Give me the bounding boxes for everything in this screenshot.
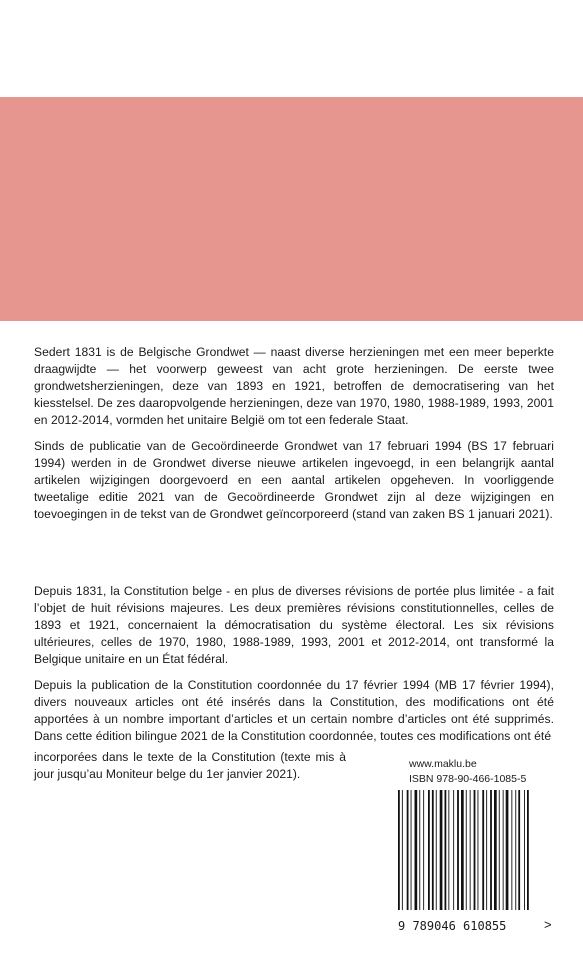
- barcode-bar: [474, 790, 476, 910]
- barcode-bar: [511, 790, 512, 910]
- barcode-bar: [432, 790, 434, 910]
- barcode-bar: [428, 790, 430, 910]
- fr-paragraph-2: Depuis la publication de la Constitution coordonnée du 17 février 1994 (MB 17 février 1994), divers nouveaux articles ont été insérés dans la Constitution, des modifications ont été apportées à un nombre important d’articles et un certain nombre d’articles ont été supprimés. Dans cette édition bilingue 2021 de la Constitution coordonnée, toutes ces modifications ont été: [34, 678, 554, 743]
- barcode-bar: [494, 790, 497, 910]
- barcode-bar: [453, 790, 454, 910]
- barcode-bar: [398, 790, 400, 910]
- french-text: [34, 583, 554, 745]
- barcode-bar: [419, 790, 420, 910]
- barcode-bar: [411, 790, 412, 910]
- publisher-url: www.maklu.be: [409, 758, 477, 770]
- barcode-bar: [503, 790, 504, 910]
- barcode-arrow: >: [544, 917, 552, 932]
- barcode-bar: [506, 790, 509, 910]
- barcode-bar: [423, 790, 424, 910]
- nl-paragraph-1: Sedert 1831 is de Belgische Grondwet — naast diverse herzieningen met een meer beperkte draagwijdte — het voorwerp geweest van acht grote herzieningen. De eerste twee grondwetsherzieningen, deze van 1893 en 1921, betroffen de democratisering van het kiesstelsel. De zes daaropvolgende herzieningen, deze van 1970, 1980, 1988-1989, 1993, 2001 en 2012-2014, vormden het unitaire België om tot een federale Staat.: [34, 345, 554, 427]
- barcode-bar: [445, 790, 447, 910]
- barcode-bar: [490, 790, 492, 910]
- barcode-bar: [402, 790, 403, 910]
- barcode-bar: [457, 790, 459, 910]
- barcode-bar: [470, 790, 471, 910]
- barcode-bar: [461, 790, 464, 910]
- barcode-bar: [524, 790, 525, 910]
- dutch-text: [34, 344, 554, 532]
- barcode-bar: [407, 790, 409, 910]
- barcode-bar: [448, 790, 449, 910]
- fr-paragraph-1: Depuis 1831, la Constitution belge - en plus de diverses révisions de portée plus limitée - a fait l’objet de huit révisions majeures. Les deux premières révisions constitutionnelles, celles de 1893 et 1921, concernaient la démocratisation du système électoral. Les six révisions ultérieures, celles de 1970, 1980, 1988-1989, 1993, 2001 et 2012-2014, ont transformé la Belgique unitaire en un État fédéral.: [34, 584, 554, 666]
- cover-color-band: [0, 97, 583, 321]
- barcode: [396, 790, 556, 910]
- isbn: ISBN 978-90-466-1085-5: [409, 773, 527, 785]
- barcode-digits: 9 789046 610855: [398, 919, 507, 933]
- barcode-bar: [478, 790, 479, 910]
- barcode-bar: [518, 790, 520, 910]
- barcode-bar: [499, 790, 500, 910]
- barcode-bar: [466, 790, 467, 910]
- barcode-bar: [436, 790, 437, 910]
- nl-paragraph-2: Sinds de publicatie van de Gecoördineerde Grondwet van 17 februari 1994 (BS 17 februari 1994) werden in de Grondwet diverse nieuwe artikelen ingevoegd, in een belangrijk aantal artikelen wijzigingen doorgevoerd en een aantal artikelen opgeheven. In voorliggende tweetalige editie 2021 van de Gecoördineerde Grondwet zijn al deze wijzigingen en toevoegingen in de tekst van de Grondwet geïncorporeerd (stand van zaken BS 1 januari 2021).: [34, 439, 554, 521]
- fr-paragraph-2-end: incorporées dans le texte de la Constitution (texte mis à jour jusqu’au Moniteur belge du 1er janvier 2021).: [34, 750, 346, 781]
- publisher-imprint: [409, 757, 526, 787]
- barcode-bar: [515, 790, 516, 910]
- barcode-bar: [486, 790, 487, 910]
- barcode-bar: [482, 790, 484, 910]
- barcode-bar: [440, 790, 443, 910]
- barcode-bar: [527, 790, 529, 910]
- barcode-bar: [415, 790, 418, 910]
